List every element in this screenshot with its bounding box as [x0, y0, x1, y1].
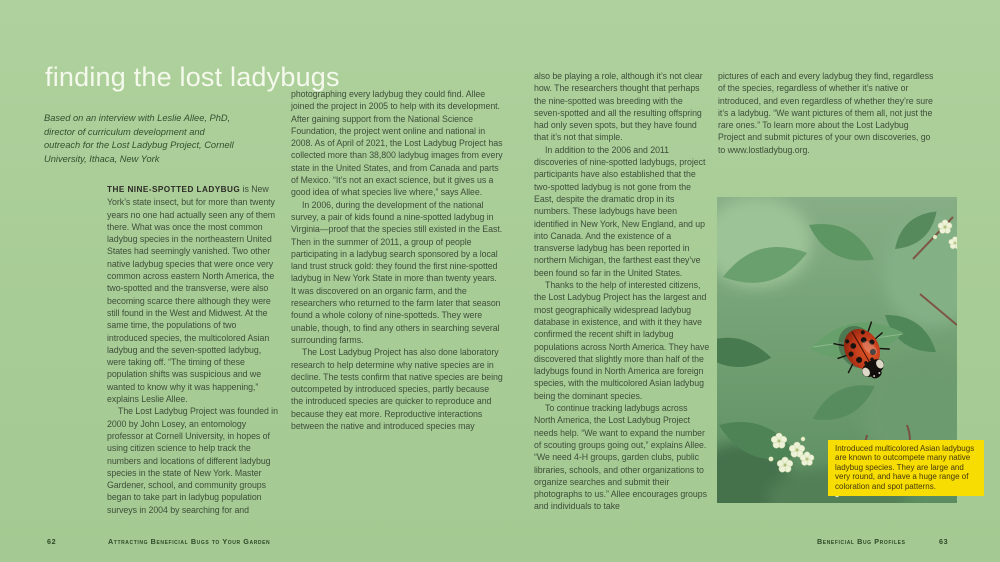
text-column-3: [534, 70, 710, 513]
paragraph: Thanks to the help of interested citizens, the Lost Ladybug Project has the largest and most geographically widespread ladybug database in existence, and with it they have confirmed the recent shift in ladybug populations across North America. They have discovered that slightly more than half of the ladybugs found in North America are foreign species, with the multicolored Asian ladybug being the dominant species.: [534, 280, 710, 401]
text-column-4: [718, 70, 936, 156]
paragraph: photographing every ladybug they could find. Allee joined the project in 2005 to help with its development. After gaining support from the National Science Foundation, the project went online and national in 2008. As of April of 2021, the Lost Ladybug Project has collected more than 38,800 ladybug images from every state in the United States, and from Canada and parts of Mexico. “It’s not an exact science, but it gives us a good idea of what species live where,” says Allee.: [291, 89, 503, 198]
paragraph: The Lost Ladybug Project has also done laboratory research to help determine why native species are in decline. The tests confirm that native species are being outcompeted by introduced species, partly because the introduced species are quicker to reproduce and because they eat more. Reproductive interactions between the native and introduced species may: [291, 347, 503, 432]
paragraph: [107, 183, 279, 405]
right-page-number: 63: [939, 537, 949, 546]
paragraph: To continue tracking ladybugs across North America, the Lost Ladybug Project needs help. “We want to expand the number of scouting groups going out,” explains Allee. “We need 4-H groups, garden clubs, public libraries, schools, and other organizations to organize searches and submit their photographs to us.” Allee encourages groups and individuals to take: [534, 403, 707, 512]
photo-caption: Introduced multicolored Asian ladybugs are known to outcompete many native ladybug species. They are large and very round, and have a huge range of coloration and spot patterns.: [828, 440, 984, 496]
paragraph: In addition to the 2006 and 2011 discoveries of nine-spotted ladybugs, project participants have also established that the two-spotted ladybug is not gone from the East, despite the dramatic drop in its numbers. These ladybugs have been identified in New York, New England, and up into Canada. And the existence of a transverse ladybug has been reported in northern Michigan, the farthest east they’ve been found so far in the United States.: [534, 144, 706, 278]
left-running-title: Attracting Beneficial Bugs to Your Garden: [108, 537, 271, 546]
lead-in-text: THE NINE-SPOTTED LADYBUG: [107, 185, 241, 194]
text-column-2: [291, 88, 503, 432]
page-title: finding the lost ladybugs: [45, 62, 340, 92]
paragraph-text: is New York’s state insect, but for more than twenty years no one had actually seen any of them there. What was once the most common ladybug species in the northeastern United States had seemingly vanished. Two other native ladybug species that were once very common across eastern North America, the two-spotted and the transverse, were also becoming scarce there although they were still found in the West and Midwest. At the same time, the populations of two introduced species, the multicolored Asian ladybug and the seven-spotted ladybug, were taking off. “The timing of these population shifts was suspicious and we wanted to know why it was happening,” explains Leslie Allee.: [107, 184, 276, 405]
paragraph: In 2006, during the development of the national survey, a pair of kids found a nine-spotted ladybug in Virginia—proof that the species still existed in the East. Then in the summer of 2011, a group of people participating in a ladybug search sponsored by a local land trust struck gold: they found the first nine-spotted ladybug in New York State in more than twenty years. It was discovered on an organic farm, and the researchers who returned to the farm later that season found a whole colony of nine-spotteds. They were unable, though, to find any others in searching several surrounding farms.: [291, 199, 503, 345]
text-column-1: [107, 183, 279, 516]
paragraph: The Lost Ladybug Project was founded in 2000 by John Losey, an entomology professor at Cornell University, in hopes of using citizen science to help track the numbers and locations of different ladybug species in the state of New York. Master Gardener, school, and community groups began to take part in ladybug population surveys in 2004 by searching for and: [107, 406, 278, 515]
left-page-number: 62: [47, 537, 57, 546]
paragraph: pictures of each and every ladybug they find, regardless of the species, regardless of whether it’s native or introduced, and even regardless of whether they’re sure it’s a ladybug. “We want pictures of them all, not just the rare ones.” To learn more about the Lost Ladybug Project and submit pictures of your own discoveries, go to www.lostladybug.org.: [718, 71, 934, 155]
right-running-title: Beneficial Bug Profiles: [817, 537, 906, 546]
intro-note: Based on an interview with Leslie Allee, PhD, director of curriculum development and outreach for the Lost Ladybug Project, Cornell University, Ithaca, New York: [44, 113, 234, 164]
paragraph: also be playing a role, although it’s not clear how. The researchers thought that perhaps the nine-spotted was breeding with the seven-spotted and all the resulting offspring had only seven spots, but they have found that it’s not that simple.: [534, 71, 703, 143]
